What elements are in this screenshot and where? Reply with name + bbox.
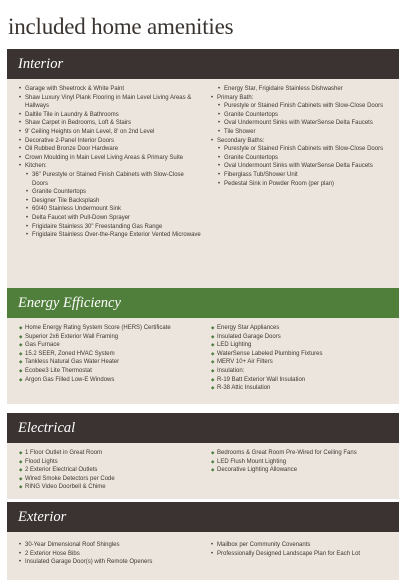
- list-item: • Insulated Garage Door(s) with Remote Openers: [19, 558, 201, 567]
- list-item: • 9' Ceiling Heights on Main Level, 8' on 2nd Level: [19, 128, 201, 137]
- exterior-section: [7, 502, 399, 580]
- electrical-heading: Electrical: [7, 413, 399, 443]
- electrical-right-column: [207, 449, 393, 499]
- list-item: ◆ Wired Smoke Detectors per Code: [19, 475, 201, 484]
- exterior-right-column: [207, 541, 393, 580]
- list-item: • Tile Shower: [211, 128, 393, 137]
- exterior-left-list: [19, 541, 201, 567]
- list-item: • Granite Countertops: [19, 188, 201, 197]
- list-item: • Professionally Designed Landscape Plan for Each Lot: [211, 550, 393, 559]
- list-item: ◆ 1 Floor Outlet in Great Room: [19, 449, 201, 458]
- exterior-left-column: [19, 541, 207, 580]
- list-item: ◆ LED Lighting: [211, 341, 393, 350]
- list-item: • Decorative 2-Panel Interior Doors: [19, 137, 201, 146]
- list-item: ◆ LED Flush Mount Lighting: [211, 458, 393, 467]
- list-item: • Granite Countertops: [211, 111, 393, 120]
- interior-left-list: [19, 85, 201, 240]
- list-item: • Frigidaire Stainless 30" Freestanding Gas Range: [19, 223, 201, 232]
- interior-heading: Interior: [7, 49, 399, 79]
- list-item: ◆ 2 Exterior Electrical Outlets: [19, 466, 201, 475]
- energy-efficiency-section: [7, 288, 399, 404]
- list-item: ◆ R-38 Attic Insulation: [211, 384, 393, 393]
- list-item: • Garage with Sheetrock & White Paint: [19, 85, 201, 94]
- list-item: • 36" Purestyle or Stained Finish Cabinets with Slow-Close Doors: [19, 171, 201, 188]
- electrical-left-column: [19, 449, 207, 499]
- energy-left-column: [19, 324, 207, 404]
- page-title: included home amenities: [8, 14, 234, 39]
- list-item: ◆ Home Energy Rating System Score (HERS) Certificate: [19, 324, 201, 333]
- list-item: ◆ R-19 Batt Exterior Wall Insulation: [211, 376, 393, 385]
- list-item: • Primary Bath:: [211, 94, 393, 103]
- list-item: • Pedestal Sink in Powder Room (per plan): [211, 180, 393, 189]
- list-item: ◆ Superior 2x6 Exterior Wall Framing: [19, 333, 201, 342]
- list-item: • Purestyle or Stained Finish Cabinets with Slow-Close Doors: [211, 145, 393, 154]
- list-item: • Oval Undermount Sinks with WaterSense Delta Faucets: [211, 119, 393, 128]
- list-item: • Fiberglass Tub/Shower Unit: [211, 171, 393, 180]
- list-item: • 2 Exterior Hose Bibs: [19, 550, 201, 559]
- list-item: • Shaw Luxury Vinyl Plank Flooring in Main Level Living Areas & Hallways: [19, 94, 201, 111]
- list-item: • Designer Tile Backsplash: [19, 197, 201, 206]
- energy-efficiency-body: [7, 318, 399, 404]
- list-item: ◆ Decorative Lighting Allowance: [211, 466, 393, 475]
- list-item: ◆ Insulated Garage Doors: [211, 333, 393, 342]
- list-item: ◆ Bedrooms & Great Room Pre-Wired for Ceiling Fans: [211, 449, 393, 458]
- energy-right-list: [211, 324, 393, 393]
- interior-right-list: [211, 85, 393, 188]
- energy-left-list: [19, 324, 201, 384]
- list-item: • 60/40 Stainless Undermount Sink: [19, 205, 201, 214]
- interior-left-column: [19, 85, 207, 288]
- list-item: ◆ Energy Star Appliances: [211, 324, 393, 333]
- list-item: • Shaw Carpet in Bedrooms, Loft & Stairs: [19, 119, 201, 128]
- list-item: ◆ Argon Gas Filled Low-E Windows: [19, 376, 201, 385]
- list-item: ◆ Insulation:: [211, 367, 393, 376]
- list-item: ◆ Flood Lights: [19, 458, 201, 467]
- interior-section: [7, 49, 399, 288]
- list-item: • Delta Faucet with Pull-Down Sprayer: [19, 214, 201, 223]
- list-item: • Granite Countertops: [211, 154, 393, 163]
- list-item: • Frigidaire Stainless Over-the-Range Exterior Vented Microwave: [19, 231, 201, 240]
- list-item: • Daltile Tile in Laundry & Bathrooms: [19, 111, 201, 120]
- electrical-left-list: [19, 449, 201, 492]
- list-item: • Oval Undermount Sinks with WaterSense Delta Faucets: [211, 162, 393, 171]
- list-item: ◆ Tankless Natural Gas Water Heater: [19, 358, 201, 367]
- electrical-body: [7, 443, 399, 499]
- interior-body: [7, 79, 399, 288]
- exterior-heading: Exterior: [7, 502, 399, 532]
- exterior-body: [7, 532, 399, 580]
- energy-right-column: [207, 324, 393, 404]
- electrical-right-list: [211, 449, 393, 475]
- list-item: • Oil Rubbed Bronze Door Hardware: [19, 145, 201, 154]
- list-item: ◆ Gas Furnace: [19, 341, 201, 350]
- list-item: ◆ WaterSense Labeled Plumbing Fixtures: [211, 350, 393, 359]
- interior-right-column: [207, 85, 393, 288]
- list-item: • Purestyle or Stained Finish Cabinets with Slow-Close Doors: [211, 102, 393, 111]
- list-item: • Mailbox per Community Covenants: [211, 541, 393, 550]
- energy-efficiency-heading: Energy Efficiency: [7, 288, 399, 318]
- list-item: ◆ Ecobee3 Lite Thermostat: [19, 367, 201, 376]
- list-item: • Secondary Baths:: [211, 137, 393, 146]
- list-item: • Kitchen:: [19, 162, 201, 171]
- electrical-section: [7, 413, 399, 499]
- list-item: • 30-Year Dimensional Roof Shingles: [19, 541, 201, 550]
- exterior-right-list: [211, 541, 393, 558]
- list-item: • Energy Star, Frigidaire Stainless Dishwasher: [211, 85, 393, 94]
- list-item: ◆ MERV 10+ Air Filters: [211, 358, 393, 367]
- list-item: ◆ RING Video Doorbell & Chime: [19, 483, 201, 492]
- list-item: • Crown Moulding in Main Level Living Areas & Primary Suite: [19, 154, 201, 163]
- list-item: ◆ 15.2 SEER, Zoned HVAC System: [19, 350, 201, 359]
